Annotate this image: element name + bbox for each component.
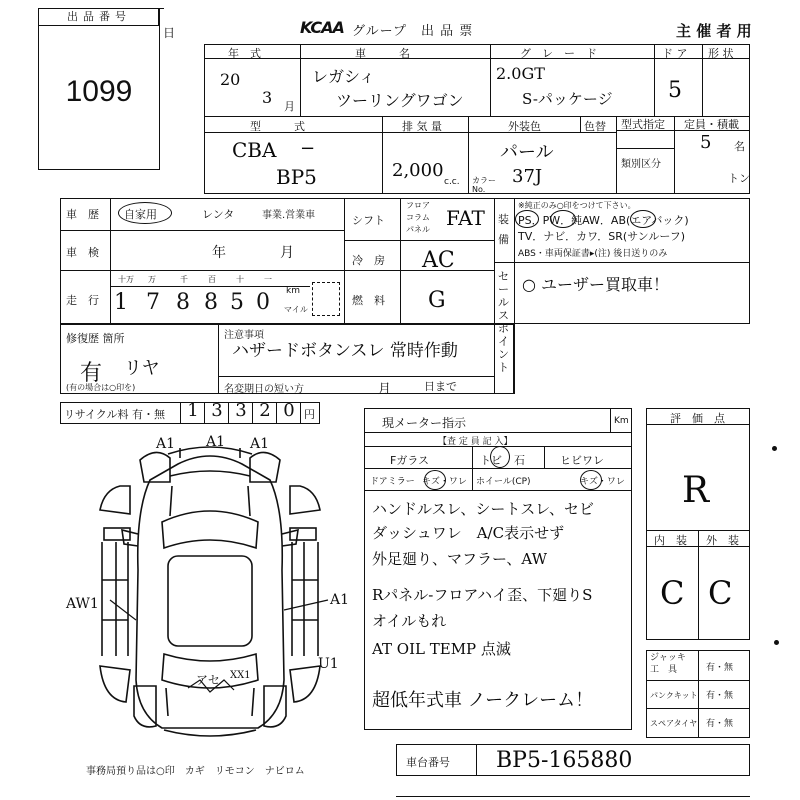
history-business[interactable]: 事業.営業車 xyxy=(262,210,316,221)
brand-logo: KCAA xyxy=(300,18,344,37)
mirror-damage-circle xyxy=(424,470,446,490)
rule xyxy=(490,44,491,116)
glass-ishi[interactable]: 石 xyxy=(514,454,525,467)
repair-location: リヤ xyxy=(124,358,160,379)
history-rental[interactable]: レンタ xyxy=(202,208,235,221)
rule xyxy=(616,148,674,149)
mirror-label: ドアミラー xyxy=(370,477,415,487)
caution-label: 注意事項 xyxy=(224,330,264,341)
mileage-digit: 1 xyxy=(114,290,128,315)
inspector-label: 【査 定 員 記 入】 xyxy=(438,437,513,447)
puncture-yesno[interactable]: 有・無 xyxy=(706,691,734,701)
model-value-2: BP5 xyxy=(276,165,317,189)
rule xyxy=(396,796,750,797)
color-value: パール xyxy=(500,142,554,163)
rule xyxy=(674,116,675,194)
mileage-digit: 8 xyxy=(204,290,218,315)
car-name-2: ツーリングワゴン xyxy=(336,91,464,110)
inspector-note: 外足廻り、マフラー、AW xyxy=(372,550,548,568)
digit-100k: 十万 xyxy=(118,275,134,284)
name-change-day: 日まで xyxy=(424,380,457,393)
rule xyxy=(382,116,383,194)
sales-point-value: ○ ユーザー買取車！ xyxy=(522,275,670,294)
capacity-unit: 名 xyxy=(734,140,745,153)
jack-label: ジャッキ 工 具 xyxy=(650,653,686,675)
equipment-vertical-label: 装備 xyxy=(498,213,509,246)
rule xyxy=(580,116,581,132)
year-label: 年 式 xyxy=(228,47,261,60)
mark-aw1-left: AW1 xyxy=(66,596,99,612)
equipment-note: ※純正のみ○印をつけて下さい。 xyxy=(518,201,636,210)
rule xyxy=(468,116,469,194)
mileage-label: 走 行 xyxy=(66,294,99,307)
score-value: R xyxy=(682,470,710,511)
cc-unit: c.c. xyxy=(444,177,460,187)
car-damage-diagram xyxy=(60,430,360,740)
history-private[interactable]: 自家用 xyxy=(124,208,157,221)
corner-line xyxy=(158,8,159,26)
recycle-digit: 0 xyxy=(283,400,295,421)
mark-u1-right: U1 xyxy=(318,656,339,672)
wheel-damage-circle xyxy=(580,470,602,490)
color-no-value: 37J xyxy=(512,166,543,187)
rule xyxy=(702,44,703,116)
mileage-digit: 8 xyxy=(176,290,190,315)
rule xyxy=(364,432,632,433)
rule xyxy=(610,408,611,432)
shift-panel: パネル xyxy=(406,225,430,234)
color-change-label: 色替 xyxy=(584,120,606,133)
rule xyxy=(472,446,473,490)
classification-label: 類別区分 xyxy=(621,159,661,170)
rule xyxy=(218,324,219,394)
displacement-label: 排 気 量 xyxy=(402,120,442,133)
windshield xyxy=(162,511,258,548)
lot-number-label: 出品番号 xyxy=(39,9,159,26)
wheel-label: ホイール(CP) xyxy=(476,477,531,487)
meter-km: Km xyxy=(614,416,629,426)
year-value: 20 xyxy=(220,70,241,89)
ton-unit: トン xyxy=(728,172,750,185)
color-no-label: カラー No. xyxy=(472,176,496,194)
lot-number-box xyxy=(38,8,160,170)
roof xyxy=(168,556,252,646)
inspector-note: オイルもれ xyxy=(372,612,447,630)
rule xyxy=(204,402,205,424)
footer-note: 事務局預り品は○印 カギ リモコン ナビロム xyxy=(86,766,305,777)
spare-label: スペアタイヤ xyxy=(650,719,698,728)
mile-checkbox[interactable] xyxy=(312,282,340,316)
corner-line-top xyxy=(158,8,164,9)
interior-label: 内 装 xyxy=(654,534,687,547)
inspector-note: Rパネル-フロアハイ歪、下廻りS xyxy=(372,586,593,604)
glass-hibi[interactable]: ヒビワレ xyxy=(560,454,604,467)
fuel-value: G xyxy=(428,288,446,313)
rule xyxy=(364,468,632,469)
mark-rear-2: XX1 xyxy=(230,670,251,681)
puncture-label: パンクキット xyxy=(650,691,698,700)
recycle-digit: 3 xyxy=(235,400,247,421)
shift-floor: フロア xyxy=(406,201,430,210)
inspector-note: ダッシュワレ A/C表示せず xyxy=(372,524,565,542)
month-value: 3 xyxy=(262,88,273,107)
lot-number: 1099 xyxy=(65,75,133,108)
rule xyxy=(180,402,181,424)
shift-column: コラム xyxy=(406,213,430,222)
scan-dot xyxy=(772,446,777,451)
grade-value-1: 2.0GT xyxy=(496,64,545,83)
equipment-line-1: PS．PW．純AW．AB(エアバック) xyxy=(518,214,689,227)
rule xyxy=(110,198,111,324)
history-label: 車 歴 xyxy=(66,208,99,221)
recycle-digit: 1 xyxy=(187,400,199,421)
equipment-line-2: TV．ナビ．カワ．SR(サンルーフ) xyxy=(518,230,686,243)
rule xyxy=(364,490,632,491)
mile-unit: マイル xyxy=(284,305,308,314)
rule xyxy=(344,240,494,241)
form-owner: 主 催 者 用 xyxy=(676,22,752,40)
doors-value: 5 xyxy=(668,78,682,103)
corner-mark: 日 xyxy=(163,26,176,40)
exterior-value: C xyxy=(708,574,733,612)
rule xyxy=(698,650,699,738)
digit-10k: 万 xyxy=(148,275,156,284)
rule xyxy=(300,44,301,116)
digit-1k: 千 xyxy=(180,275,188,284)
mark-a1-right: A1 xyxy=(330,592,350,608)
recycle-digit: 2 xyxy=(259,400,271,421)
rule xyxy=(228,402,229,424)
equipment-line-3: ABS・車両保証書▸(注) 後日送りのみ xyxy=(518,249,668,259)
fuel-label: 燃 料 xyxy=(352,294,385,307)
name-change-label: 名変期日の短い方 xyxy=(224,384,304,395)
jack-yesno[interactable]: 有・無 xyxy=(706,663,734,673)
mark-a1-front-right: A1 xyxy=(250,436,270,452)
capacity-value: 5 xyxy=(700,132,712,153)
chassis-label: 車台番号 xyxy=(406,756,450,769)
name-change-month: 月 xyxy=(378,382,392,397)
rule xyxy=(698,530,699,640)
interior-value: C xyxy=(660,574,685,612)
mileage-digit: 5 xyxy=(230,290,244,315)
model-label: 型 式 xyxy=(250,120,305,133)
rule xyxy=(218,376,494,377)
rule xyxy=(544,446,545,468)
rule xyxy=(344,198,345,324)
shaken-label: 車 検 xyxy=(66,246,99,259)
ac-label: 冷 房 xyxy=(352,254,385,267)
mileage-digit: 0 xyxy=(256,290,270,315)
meter-label: 現メーター指示 xyxy=(382,416,467,430)
spare-yesno[interactable]: 有・無 xyxy=(706,719,734,729)
rule xyxy=(110,286,310,287)
shaken-month: 月 xyxy=(280,245,294,261)
mileage-digit: 7 xyxy=(146,290,160,315)
recycle-label: リサイクル料 有・無 xyxy=(64,408,165,421)
grade-value-2: S-パッケージ xyxy=(522,90,613,108)
inspector-note: AT OIL TEMP 点滅 xyxy=(372,640,511,658)
scan-dot xyxy=(774,640,779,645)
shift-value: FAT xyxy=(446,206,485,230)
name-label: 車 名 xyxy=(355,47,410,60)
equip-ab-circle xyxy=(630,210,656,228)
rule xyxy=(60,230,344,231)
model-dash: − xyxy=(300,138,316,159)
rule xyxy=(654,44,655,116)
rule xyxy=(204,116,750,117)
recycle-yen: 円 xyxy=(304,408,315,421)
glass-tobi[interactable]: トビ xyxy=(480,454,502,467)
repair-note: (有の場合は○印を) xyxy=(66,383,136,392)
displacement-value: 2,000 xyxy=(392,160,444,181)
doors-label: ド ア xyxy=(662,47,688,60)
digit-10: 十 xyxy=(236,275,244,284)
wheel-damage[interactable]: キズ・ワレ xyxy=(580,477,625,487)
mark-rear: アセ xyxy=(196,673,220,687)
month-unit: 月 xyxy=(284,100,295,113)
model-value-1: CBA xyxy=(232,138,277,162)
shift-label: シフト xyxy=(352,214,385,227)
type-spec-label: 型式指定 xyxy=(621,118,665,131)
mark-a1-front-center: A1 xyxy=(206,434,226,450)
digit-1: 一 xyxy=(264,275,272,284)
shaken-year: 年 xyxy=(212,245,226,261)
car-name-1: レガシィ xyxy=(312,67,376,86)
rule xyxy=(252,402,253,424)
rule xyxy=(300,402,301,424)
caution-value: ハザードボタンスレ 常時作動 xyxy=(232,341,458,361)
mirror-damage[interactable]: キズ・ワレ xyxy=(422,477,467,487)
mark-a1-front-left: A1 xyxy=(156,436,176,452)
exterior-label: 外 装 xyxy=(706,534,739,547)
equip-pw-circle xyxy=(550,210,576,228)
capacity-label: 定員・積載 xyxy=(684,118,739,131)
grade-label: グ レ ー ド xyxy=(520,47,597,60)
km-unit: km xyxy=(286,286,300,296)
sales-point-vertical-label: セールスポイント xyxy=(498,270,509,374)
rule xyxy=(276,402,277,424)
equip-ps-circle xyxy=(515,210,539,228)
color-label: 外装色 xyxy=(508,120,541,133)
repair-value: 有 xyxy=(80,361,103,386)
rule xyxy=(616,116,617,194)
inspector-note: ハンドルスレ、シートスレ、セビ xyxy=(372,500,595,518)
history-private-circle xyxy=(118,202,172,224)
shape-label: 形 状 xyxy=(708,47,734,60)
digit-100: 百 xyxy=(208,275,216,284)
rule xyxy=(514,198,515,394)
front-glass-label: Fガラス xyxy=(390,454,429,467)
inspector-note: 超低年式車 ノークレーム！ xyxy=(372,690,594,711)
score-label: 評 価 点 xyxy=(670,412,725,425)
rule xyxy=(400,198,401,324)
chassis-value: BP5-165880 xyxy=(496,748,633,773)
repair-label: 修復歴 箇所 xyxy=(66,332,125,345)
rule xyxy=(494,262,750,263)
form-title: グループ 出 品 票 xyxy=(352,24,474,39)
rule xyxy=(476,744,477,776)
glass-tobi-circle xyxy=(490,446,510,468)
recycle-digit: 3 xyxy=(211,400,223,421)
ac-value: AC xyxy=(422,248,455,273)
